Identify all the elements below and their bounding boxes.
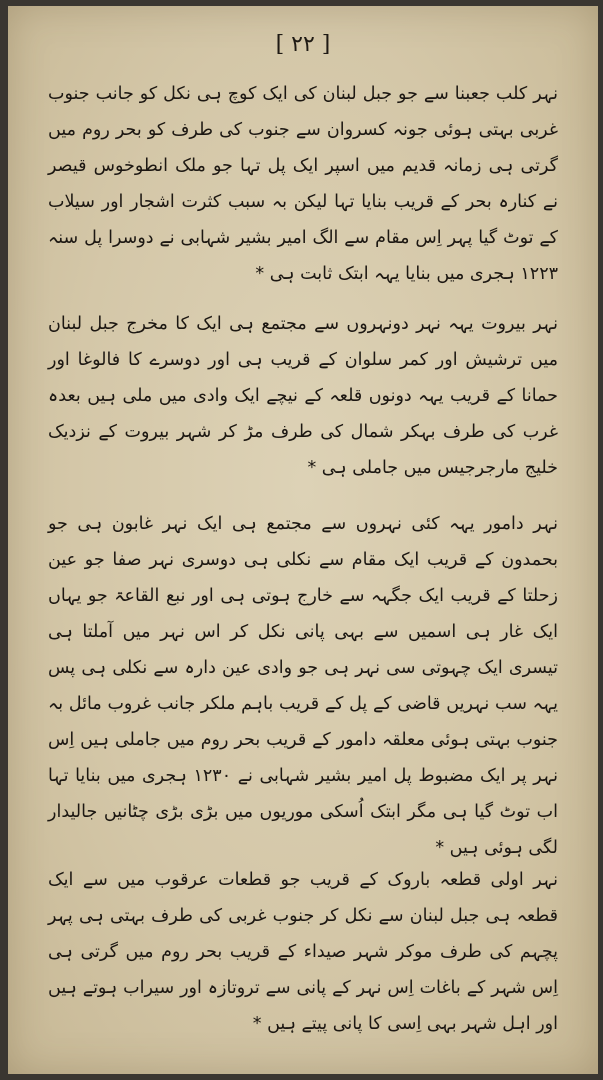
paragraph-text: نہر کلب جعبنا سے جو جبل لبنان کی ایک کوچ ہی نکل کو جانب جنوب غربی بہتی ہوئی جونہ کسروان سے جنوب کی طرف کو بحر روم میں گرتی ہی زمانہ قدیم میں اسپر ایک پل تہا جو ملک انطوخوس قیصر نے کنارہ بحر کے قریب بنایا تہا لیکن بہ سبب کثرت اشجار اور سیلاب کے توٹ گیا پہر اِس مقام سے الگ امیر بشیر شہابی نے دوسرا پل سنہ ١٢٢٣ ہجری میں بنایا یہہ ابتک ثابت ہی *: [48, 84, 558, 284]
page-number: [ ٢٢ ]: [275, 32, 331, 57]
paragraph-text: نہر بیروت یہہ نہر دونہروں سے مجتمع ہی ایک کا مخرج جبل لبنان میں ترشیش اور کمر سلوان کے قریب ہی اور دوسرے کا فالوغا اور حمانا کے قریب یہہ دونوں قلعہ کے نیچے ایک وادی میں ملی ہیں بعدہ غرب کی طرف بہکر شمال کی طرف مڑ کر شہر بیروت کے نزدیک خلیج مارجرجیس میں جاملی ہی *: [48, 314, 558, 478]
paragraph-text: نہر دامور یہہ کئی نہروں سے مجتمع ہی ایک نہر غابون ہی جو بحمدون کے قریب ایک مقام سے نکلی ہی دوسری نہر صفا جو عین زحلتا کے قریب ایک جگہہ سے خارج ہوتی ہی اور نبع القاعۃ جو یہاں ایک غار ہی اسمیں سے بہی پانی نکل کر اس نہر میں آملتا ہی تیسری ایک چہوتی سی نہر ہی جو وادی عین دارہ سے نکلی ہی پس یہہ سب نہریں قاضی کے پل کے قریب باہم ملکر جانب غروب مائل بہ جنوب بہتی ہوئی معلقہ دامور کے قریب بحر روم میں جاملی ہیں اِس نہر پر ایک مضبوط پل امیر بشیر شہابی نے ١٢٣٠ ہجری میں بنایا تہا اب توٹ گیا ہی مگر ابتک اُسکی موریوں میں بڑی بڑی چٹانیں جالیدار لگی ہوئی ہیں *: [48, 514, 558, 858]
paragraph-nahr-kalb: [48, 76, 558, 300]
paragraph-nahr-damour: [48, 506, 558, 874]
book-page: [8, 6, 598, 1074]
paragraph-nahr-beirut: [48, 306, 558, 494]
paragraph-nahr-awali: [48, 862, 558, 1050]
paragraph-text: نہر اولی قطعہ باروک کے قریب جو قطعات عرقوب میں سے ایک قطعہ ہی جبل لبنان سے نکل کر جنوب غربی کی طرف بہتی ہی پہر پچہم کی طرف موکر شہر صیداء کے قریب بحر روم میں گرتی ہی اِس شہر کے باغات اِس نہر کے پانی سے تروتازہ اور سیراب ہوتے ہیں اور اہل شہر بہی اِسی کا پانی پیتے ہیں *: [48, 870, 558, 1034]
